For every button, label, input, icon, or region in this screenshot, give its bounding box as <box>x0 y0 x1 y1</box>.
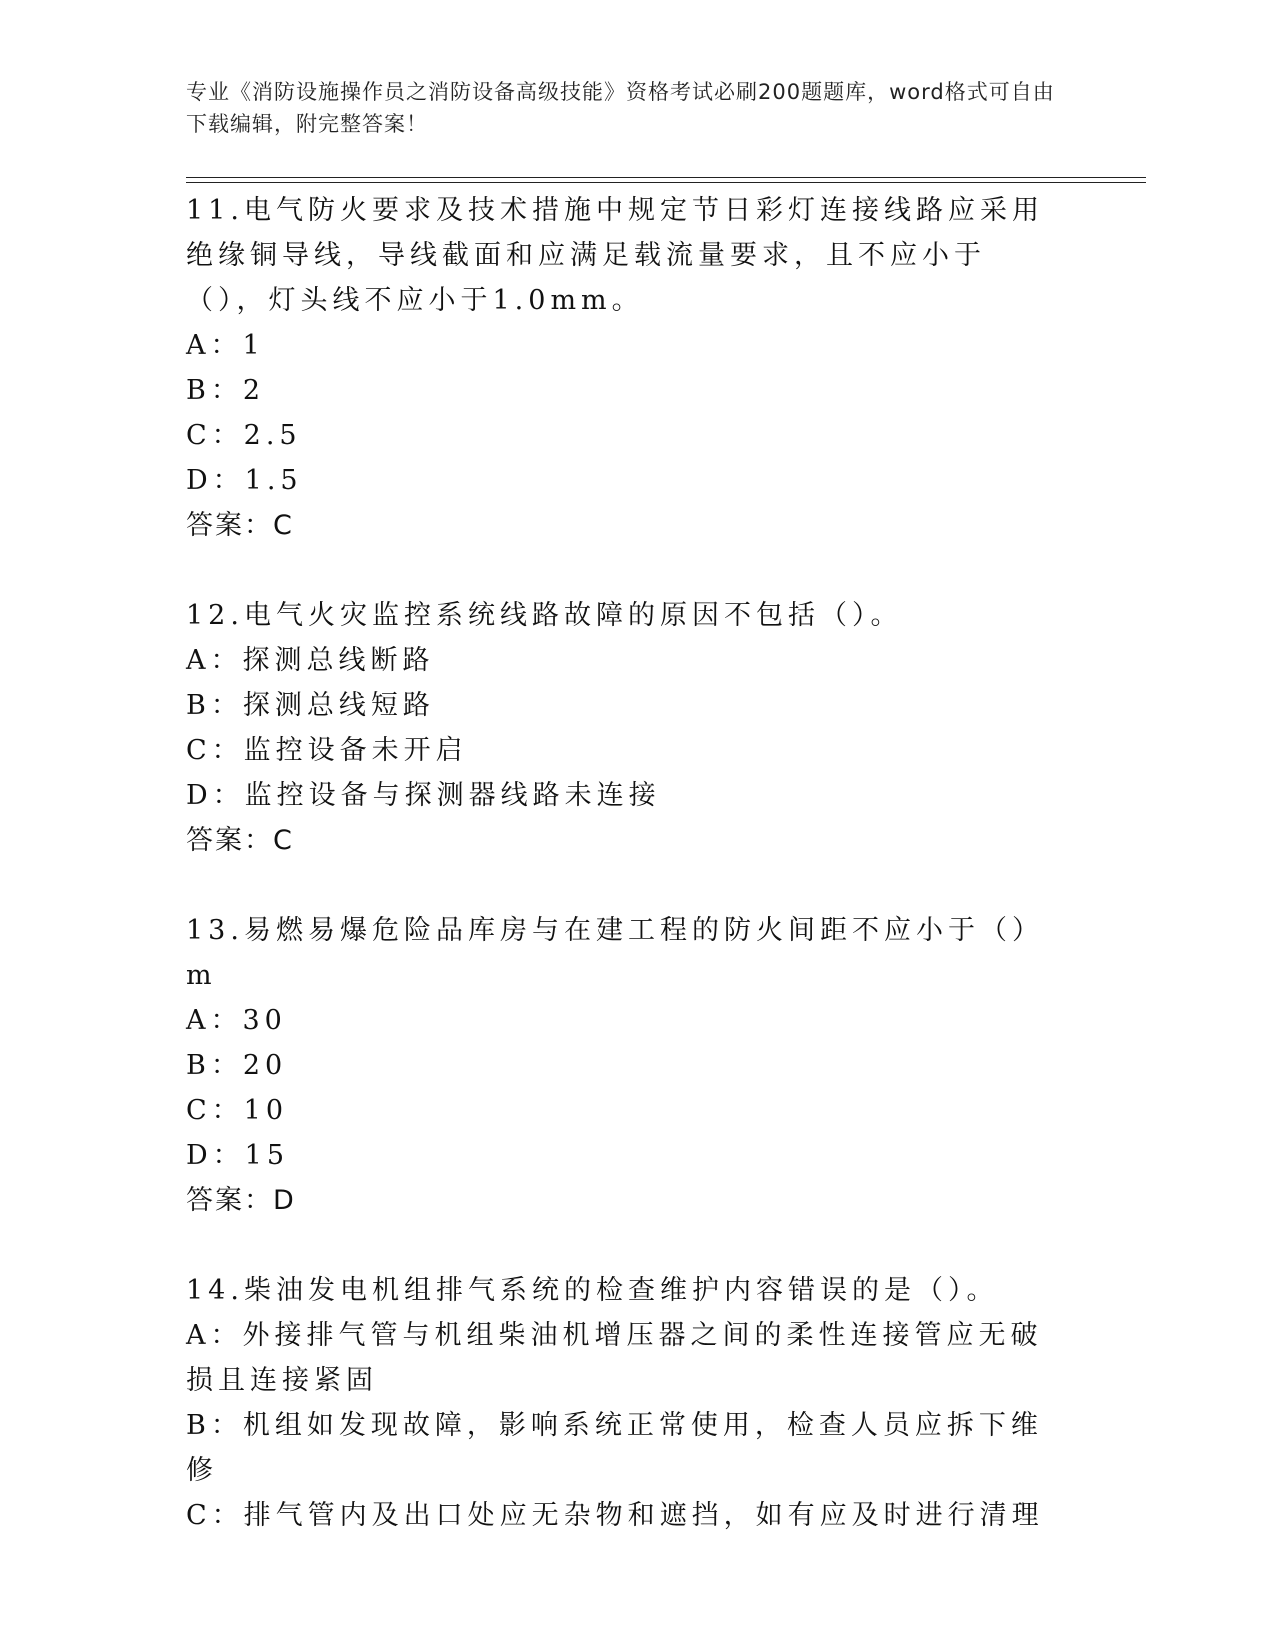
question-14 <box>186 1268 1066 1538</box>
option-b: B：机组如发现故障，影响系统正常使用，检查人员应拆下维修 <box>186 1410 1043 1486</box>
question-stem: 11.电气防火要求及技术措施中规定节日彩灯连接线路应采用绝缘铜导线，导线截面和应满足载流量要求，且不应小于（），灯头线不应小于1.0mm。 <box>186 195 1044 316</box>
answer-line <box>186 503 1066 548</box>
option-c: C：监控设备未开启 <box>186 735 468 766</box>
option-c: C：10 <box>186 1095 289 1126</box>
answer-value: C <box>273 510 294 541</box>
option-b: B：2 <box>186 375 266 406</box>
answer-label: 答案： <box>186 1185 273 1216</box>
header-divider-top <box>186 177 1146 178</box>
question-11 <box>186 188 1066 548</box>
option-d: D：15 <box>186 1140 290 1171</box>
answer-line <box>186 818 1066 863</box>
answer-label: 答案： <box>186 825 273 856</box>
header-divider-bottom <box>186 182 1146 183</box>
option-a: A：外接排气管与机组柴油机增压器之间的柔性连接管应无破损且连接紧固 <box>186 1320 1043 1396</box>
question-stem: 13.易燃易爆危险品库房与在建工程的防火间距不应小于（）m <box>186 915 1044 991</box>
answer-label: 答案： <box>186 510 273 541</box>
answer-value: C <box>273 825 294 856</box>
option-a: A：1 <box>186 330 265 361</box>
question-stem: 14.柴油发电机组排气系统的检查维护内容错误的是（）。 <box>186 1275 999 1306</box>
option-b: B：20 <box>186 1050 288 1081</box>
option-a: A：探测总线断路 <box>186 645 435 676</box>
question-list <box>186 188 1066 1538</box>
question-stem: 12.电气火灾监控系统线路故障的原因不包括（）。 <box>186 600 903 631</box>
option-b: B：探测总线短路 <box>186 690 435 721</box>
option-a: A：30 <box>186 1005 287 1036</box>
answer-value: D <box>273 1185 296 1216</box>
question-13 <box>186 908 1066 1223</box>
question-12 <box>186 593 1066 863</box>
document-header: 专业《消防设施操作员之消防设备高级技能》资格考试必刷200题题库，word格式可自由下载编辑，附完整答案！ <box>186 80 1055 136</box>
option-c: C：2.5 <box>186 420 302 451</box>
option-c: C：排气管内及出口处应无杂物和遮挡，如有应及时进行清理 <box>186 1500 1044 1531</box>
option-d: D：监控设备与探测器线路未连接 <box>186 780 661 811</box>
option-d: D：1.5 <box>186 465 303 496</box>
answer-line <box>186 1178 1066 1223</box>
